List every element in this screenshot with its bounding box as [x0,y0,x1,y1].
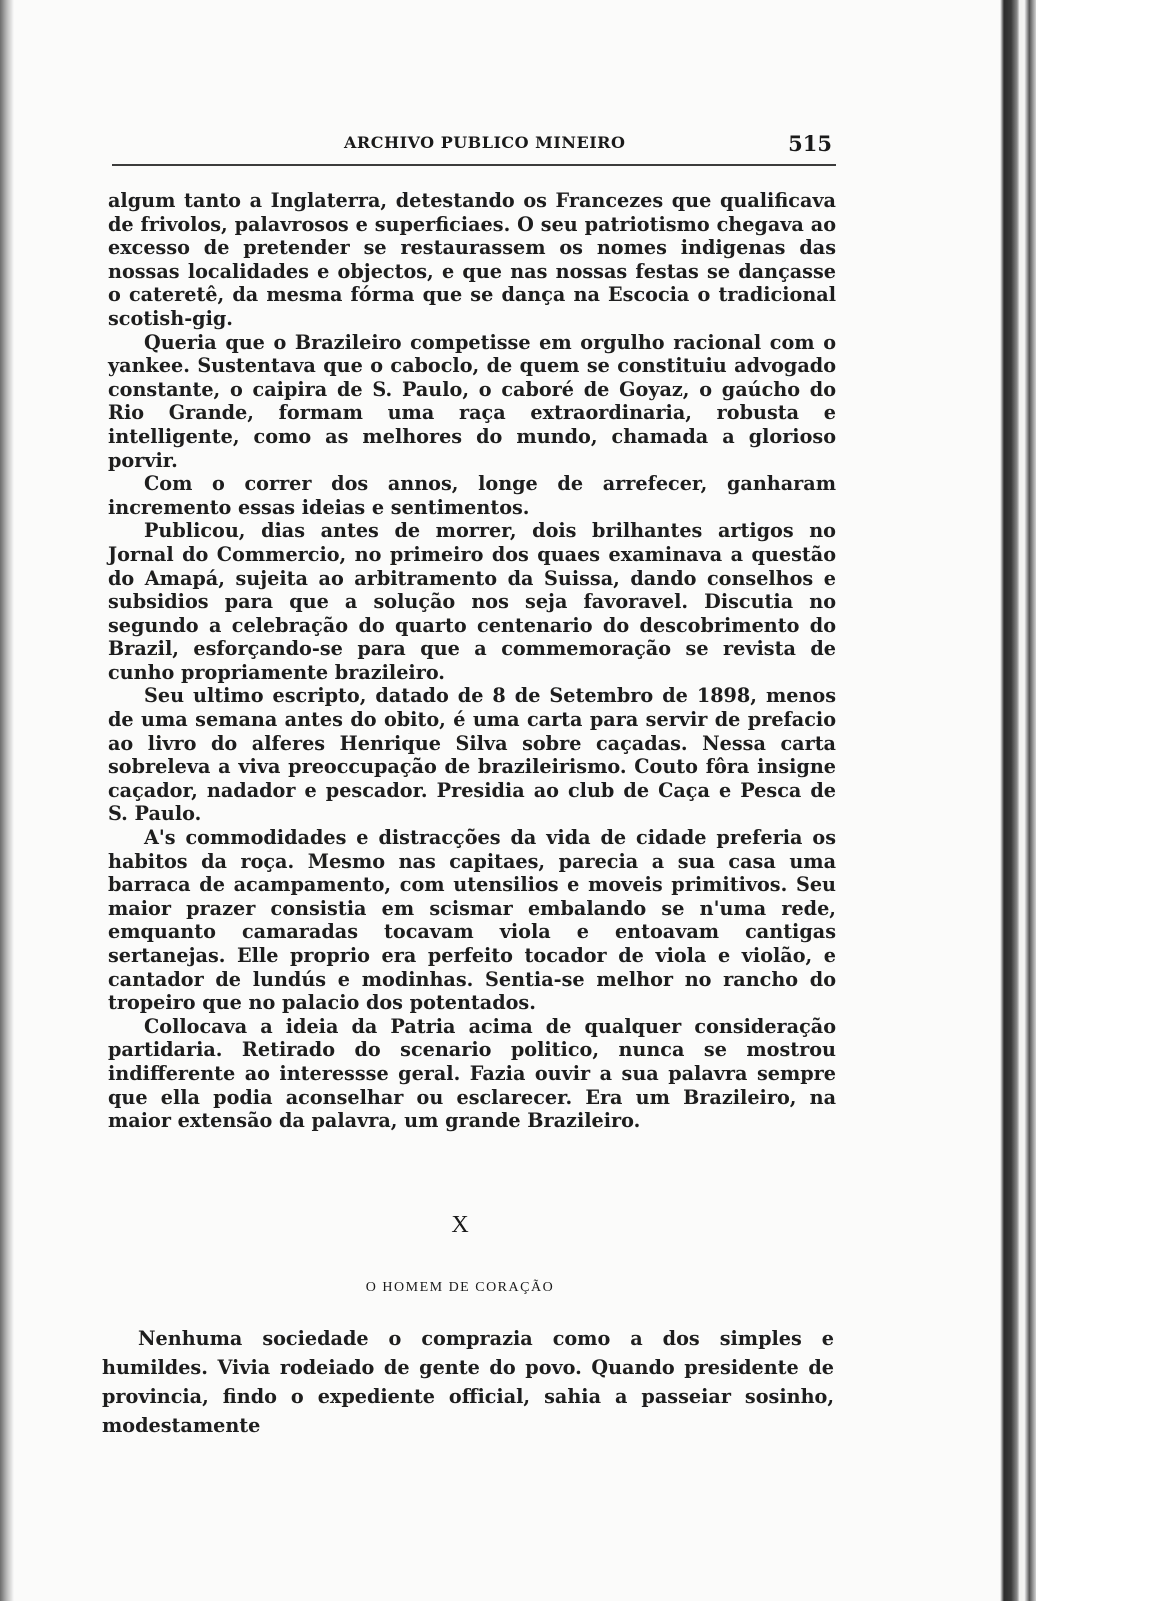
paragraph: Seu ultimo escripto, datado de 8 de Setembro de 1898, menos de uma semana antes do obito, é uma carta para servir de prefacio ao livro do alferes Henrique Silva sobre caçadas. Nessa carta sobreleva a viva preoccupação de brazileirismo. Couto fôra insigne caçador, nadador e pescador. Presidia ao club de Caça e Pesca de S. Paulo. [108,684,836,826]
paragraph: Collocava a ideia da Patria acima de qualquer consideração partidaria. Retirado do scenario politico, nunca se mostrou indifferente ao interessse geral. Fazia ouvir a sua palavra sempre que ella podia aconselhar ou esclarecer. Era um Brazileiro, na maior extensão da palavra, um grande Brazileiro. [108,1014,836,1133]
paragraph: algum tanto a Inglaterra, detestando os Francezes que qualificava de frivolos, palavrosos e superficiaes. O seu patriotismo chegava ao excesso de pretender se restaurassem os nomes indigenas das nossas localidades e objectos, e que nas nossas festas se dançasse o cateretê, da mesma fórma que se dança na Escocia o tradicional scotish-gig. [108,189,836,330]
paragraph: Nenhuma sociedade o comprazia como a dos simples e humildes. Vivia rodeiado de gente do povo. Quando presidente de provincia, findo o expediente official, sahia a passeiar sosinho, modestamente [102,1327,834,1437]
running-title: ARCHIVO PUBLICO MINEIRO [344,133,626,152]
page-left-edge-shadow [0,0,14,1601]
chapter-number: X [451,1212,469,1238]
paragraph: Queria que o Brazileiro competisse em orgulho racional com o yankee. Sustentava que o caboclo, de quem se constituiu advogado constante, o caipira de S. Paulo, o caboré de Goyaz, o gaúcho do Rio Grande, formam uma raça extraordinaria, robusta e intelligente, como as melhores do mundo, chamada a glorioso porvir. [108,330,836,472]
binding-shadow-secondary [1024,0,1036,1601]
binding-shadow [1000,0,1020,1601]
page-number: 515 [788,131,832,156]
body-text-new-section [102,1324,834,1440]
page-header [112,133,838,163]
chapter-title: O HOMEM DE CORAÇÃO [365,1280,555,1295]
body-text-previous-section [108,189,836,1133]
paragraph: A's commodidades e distracções da vida de cidade preferia os habitos da roça. Mesmo nas capitaes, parecia a sua casa uma barraca de acampamento, com utensilios e moveis primitivos. Seu maior prazer consistia em scismar embalando se n'uma rede, emquanto camaradas tocavam viola e entoavam cantigas sertanejas. Elle proprio era perfeito tocador de viola e violão, e cantador de lundús e modinhas. Sentia-se melhor no rancho do tropeiro que no palacio dos potentados. [108,826,836,1015]
header-rule [112,164,836,166]
paragraph: Com o correr dos annos, longe de arrefecer, ganharam incremento essas ideias e sentimentos. [108,472,836,519]
paragraph: Publicou, dias antes de morrer, dois brilhantes artigos no Jornal do Commercio, no primeiro dos quaes examinava a questão do Amapá, sujeita ao arbitramento da Suissa, dando conselhos e subsidios para que a solução nos seja favoravel. Discutia no segundo a celebração do quarto centenario do descobrimento do Brazil, esforçando-se para que a commemoração se revista de cunho propriamente brazileiro. [108,519,836,684]
